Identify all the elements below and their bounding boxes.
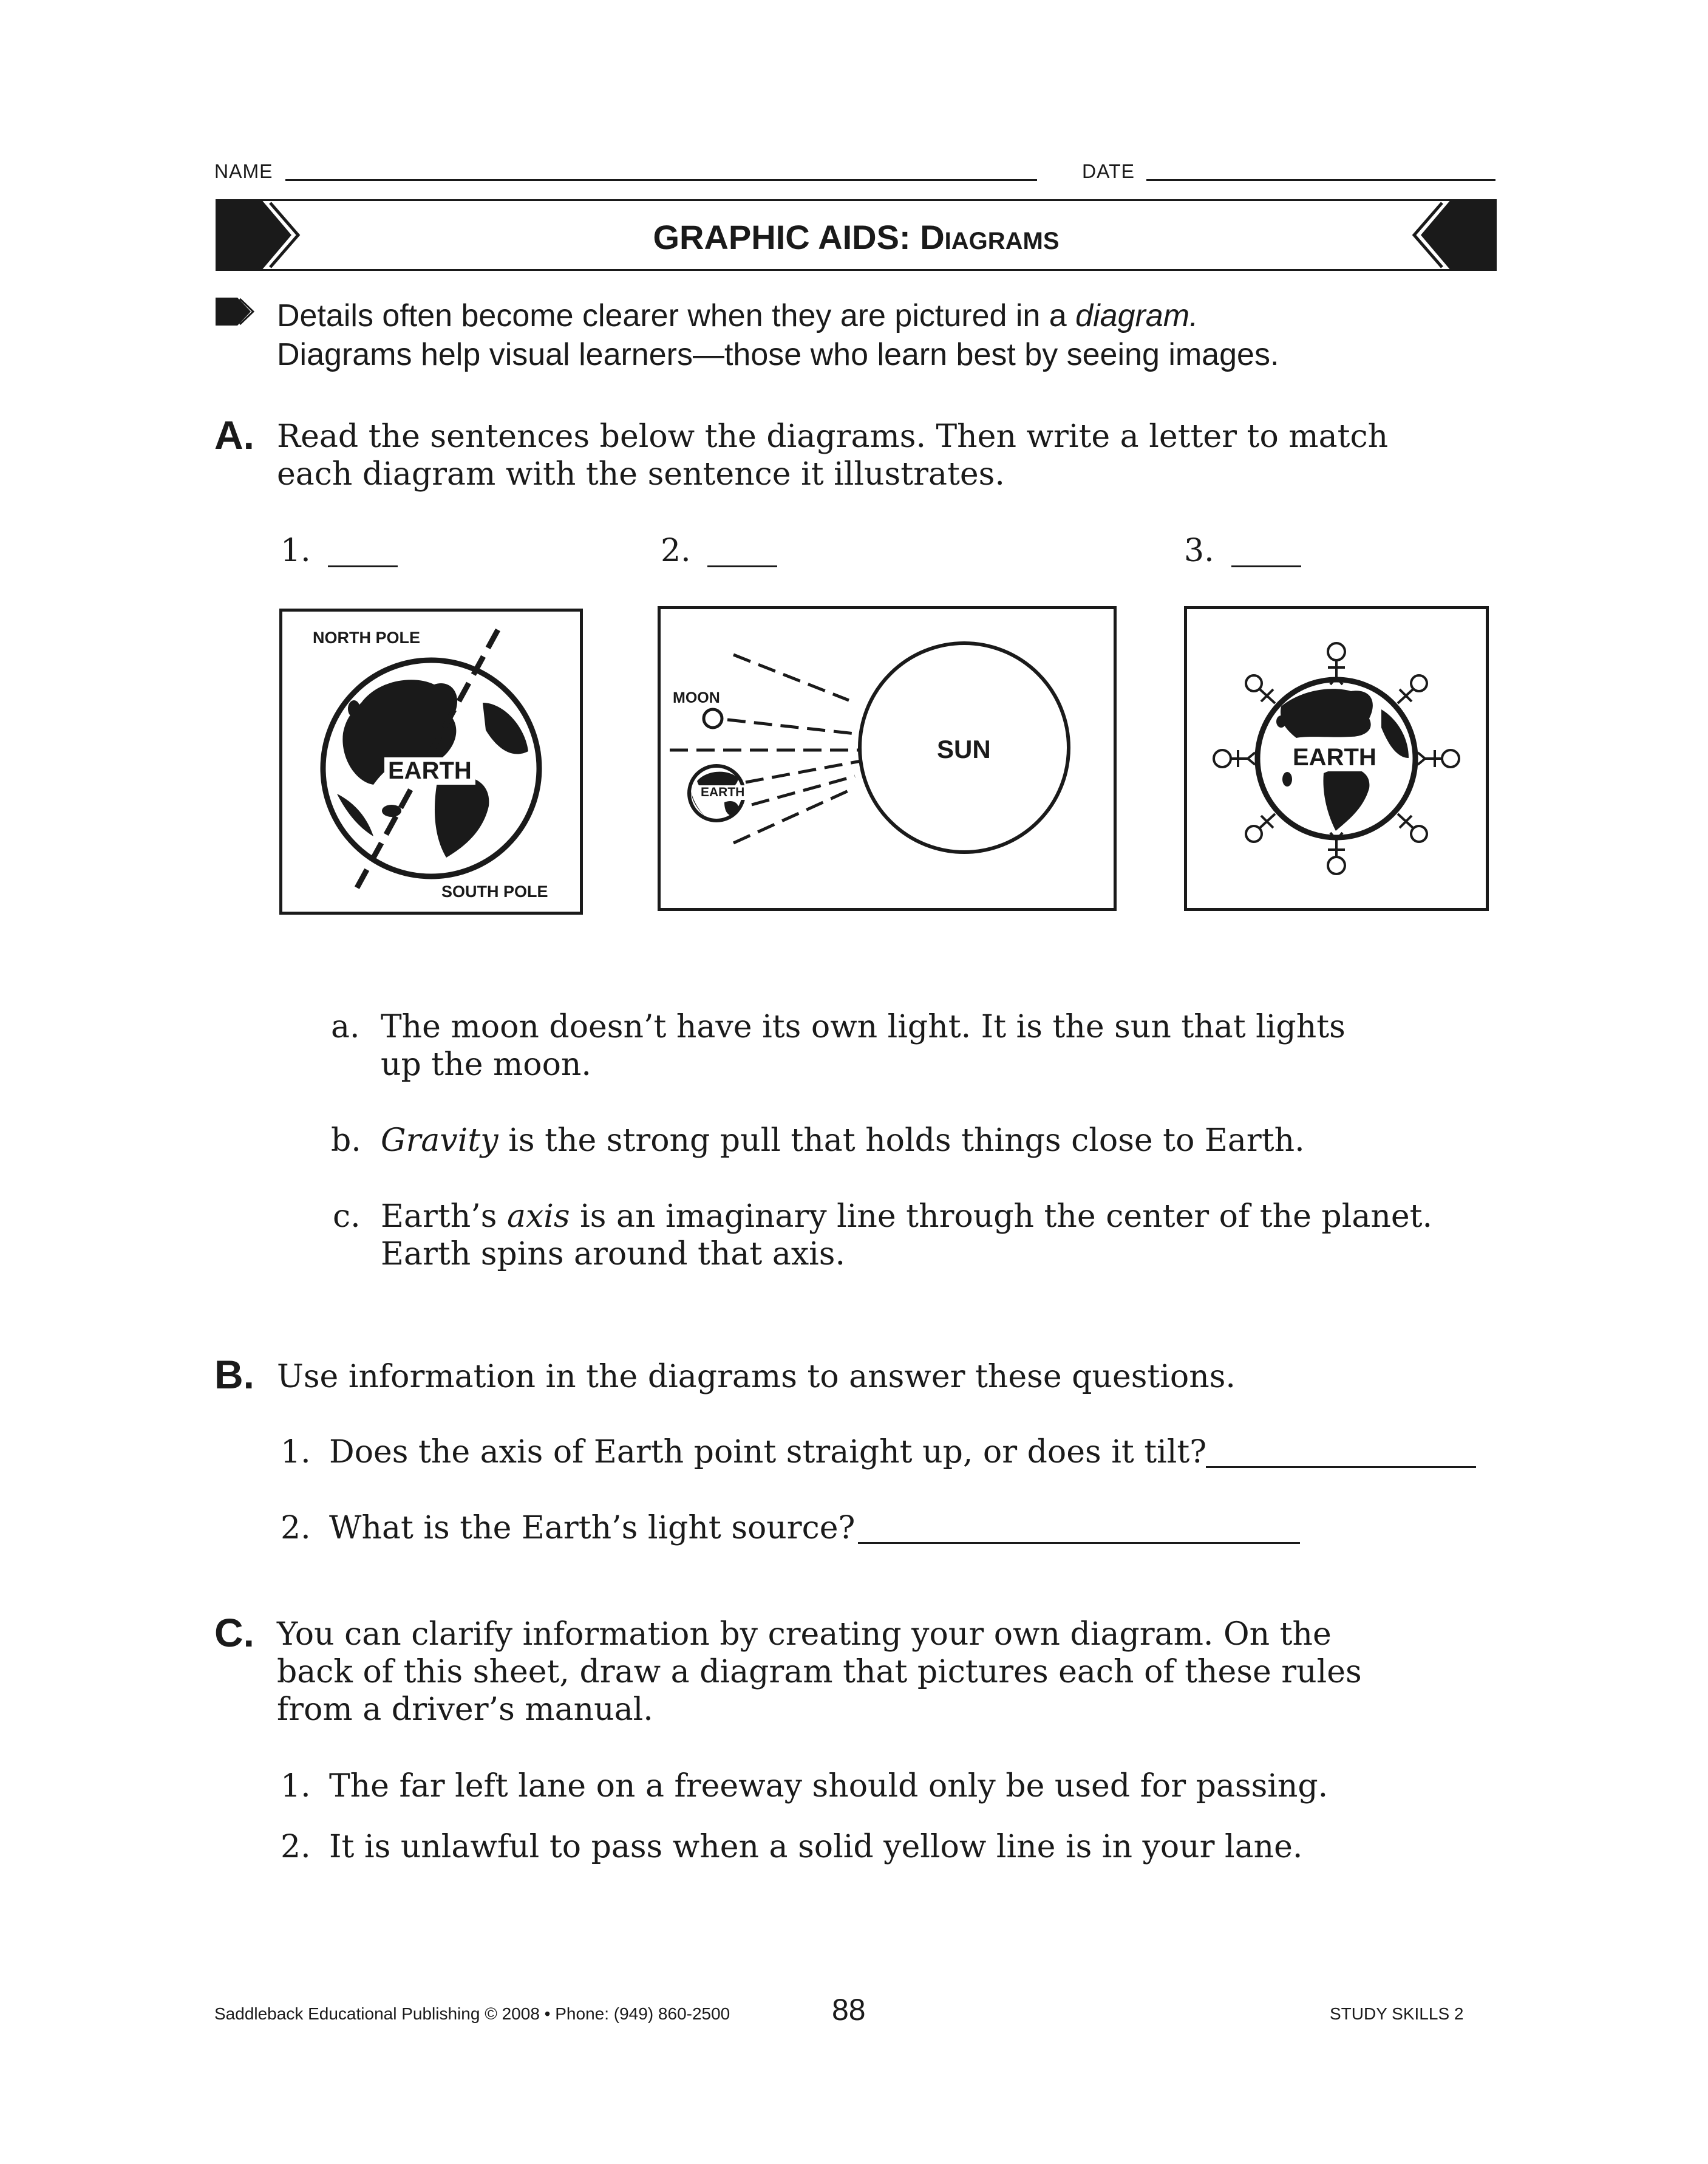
- rule-c2: 2. It is unlawful to pass when a solid yellow line is in your lane.: [281, 1829, 1303, 1865]
- earth-label-diagram1: EARTH: [384, 757, 475, 785]
- title-banner: [216, 199, 1497, 271]
- question-b1: 1. Does the axis of Earth point straight up, or does it tilt?: [281, 1434, 1207, 1470]
- intro-text: Details often become clearer when they are pictured in a diagram. Diagrams help visual learners—those who learn best by seeing images.: [277, 298, 1279, 372]
- page-number: 88: [832, 1993, 866, 2027]
- section-c-letter: C.: [214, 1610, 254, 1655]
- answer-3-blank[interactable]: [1231, 565, 1301, 567]
- title-subtitle: IAGRAMS: [944, 228, 1060, 254]
- section-a-letter: A.: [214, 412, 254, 457]
- answer-3: 3.: [1184, 533, 1214, 569]
- answer-1-blank[interactable]: [328, 565, 398, 567]
- rule-c1: 1. The far left lane on a freeway should only be used for passing.: [281, 1768, 1329, 1804]
- footer-publisher: Saddleback Educational Publishing © 2008 • Phone: (949) 860-2500: [214, 2004, 730, 2023]
- page-title: GRAPHIC AIDS: DIAGRAMS: [653, 218, 1060, 256]
- question-b1-answer-line[interactable]: [1206, 1466, 1476, 1468]
- moon-label: MOON: [673, 689, 720, 706]
- answer-2: 2.: [661, 533, 691, 569]
- section-b-instructions: Use information in the diagrams to answer these questions.: [277, 1359, 1236, 1395]
- diagram-earth-axis: [279, 609, 583, 915]
- name-label: NAME: [214, 160, 273, 182]
- sentence-a: a. The moon doesn’t have its own light. It is the sun that lights up the moon.: [331, 1009, 1346, 1083]
- footer-book-title: STUDY SKILLS 2: [1330, 2004, 1464, 2023]
- arrow-bullet-icon: [216, 298, 254, 326]
- question-b2-answer-line[interactable]: [858, 1542, 1300, 1544]
- diagram-sun-moon: [658, 606, 1117, 911]
- north-pole-label: NORTH POLE: [313, 629, 421, 647]
- sentence-c: c. Earth’s axis is an imaginary line through the center of the planet. Earth spins around that axis.: [333, 1198, 1433, 1272]
- date-input-line[interactable]: [1146, 179, 1495, 181]
- section-a-instructions: Read the sentences below the diagrams. Then write a letter to match each diagram with the sentence it illustrates.: [277, 418, 1389, 493]
- section-c-instructions: You can clarify information by creating your own diagram. On the back of this sheet, draw a diagram that pictures each of these rules from a driver’s manual.: [277, 1616, 1362, 1728]
- date-label: DATE: [1082, 160, 1135, 182]
- south-pole-label: SOUTH POLE: [441, 882, 548, 901]
- earth-label-diagram2: EARTH: [699, 785, 746, 800]
- diagram-earth-gravity: [1184, 606, 1489, 911]
- sentence-b: b. Gravity is the strong pull that holds things close to Earth.: [331, 1122, 1305, 1159]
- answer-2-blank[interactable]: [707, 565, 777, 567]
- earth-label-diagram3: EARTH: [1289, 744, 1380, 771]
- name-input-line[interactable]: [285, 179, 1037, 181]
- sun-moon-illustration: [661, 609, 1114, 908]
- question-b2: 2. What is the Earth’s light source?: [281, 1510, 856, 1546]
- section-b-letter: B.: [214, 1352, 254, 1397]
- sun-label: SUN: [937, 735, 991, 763]
- answer-1: 1.: [281, 533, 311, 569]
